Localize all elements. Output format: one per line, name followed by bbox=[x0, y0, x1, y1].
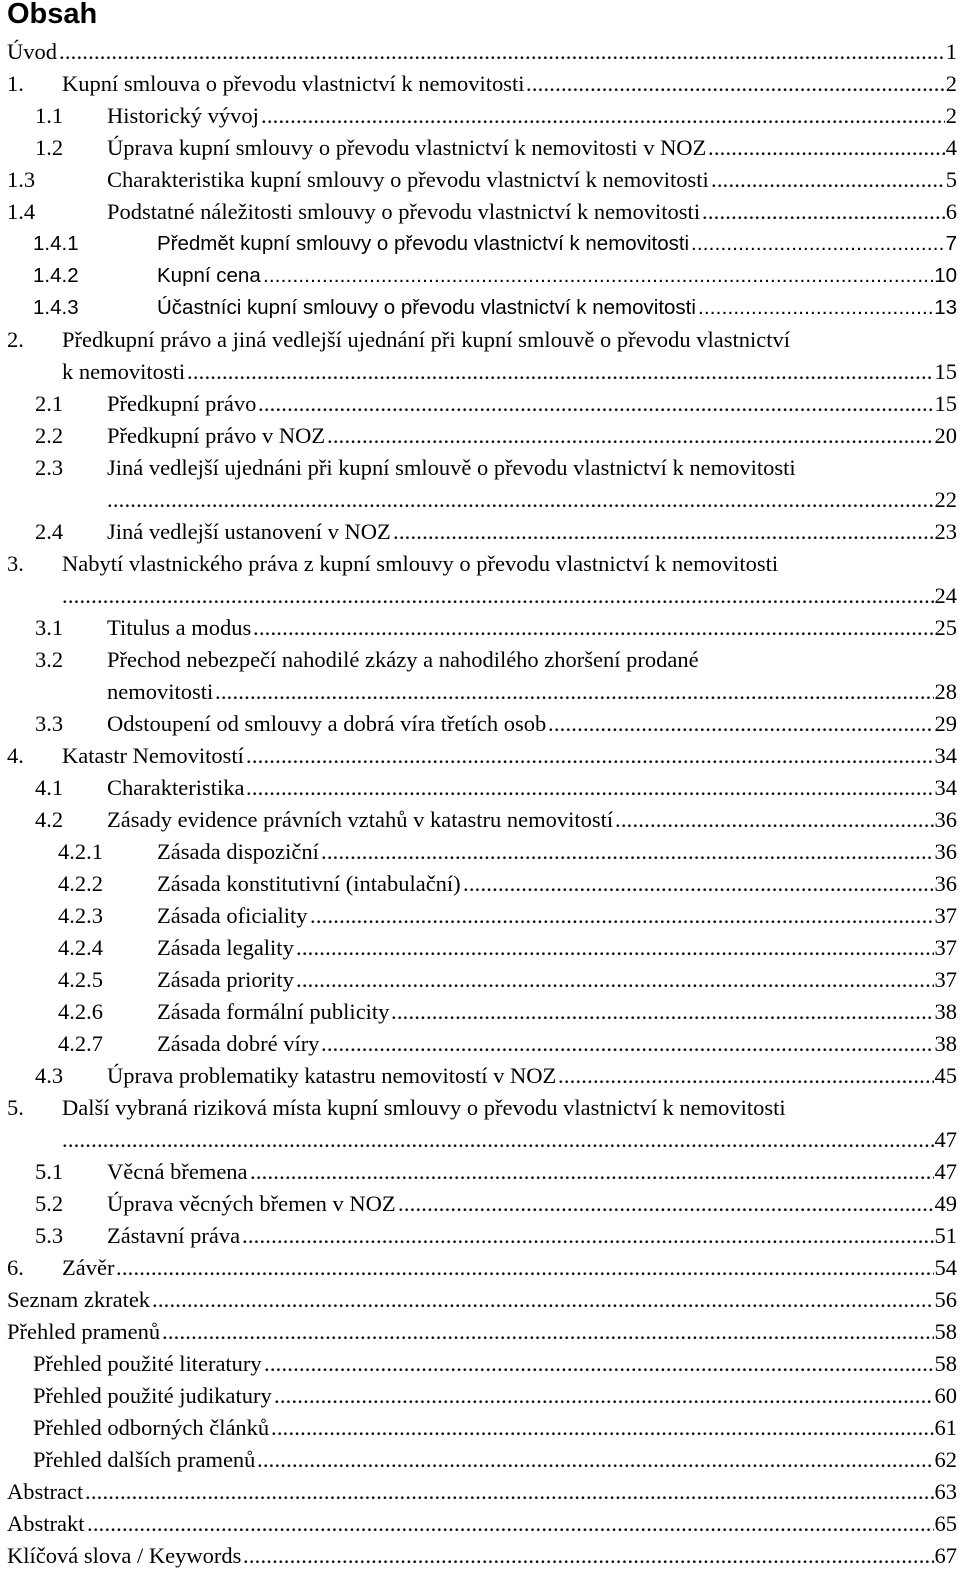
toc-entry-line bbox=[0, 516, 960, 548]
toc-entry-page-number: 10 bbox=[933, 260, 957, 292]
toc-entry-line bbox=[0, 1476, 960, 1508]
toc-dot-leader bbox=[327, 420, 957, 452]
toc-entry-page-number: 2 bbox=[945, 100, 957, 132]
toc-entry[interactable] bbox=[0, 228, 960, 260]
toc-entry-line bbox=[0, 1412, 960, 1444]
toc-entry-page-number: 13 bbox=[933, 292, 957, 324]
toc-entry-number: 1.4.3 bbox=[33, 296, 79, 319]
toc-entry-page-number: 24 bbox=[934, 580, 958, 612]
toc-entry[interactable] bbox=[0, 388, 960, 420]
toc-dot-leader bbox=[85, 1476, 957, 1508]
toc-entry-line bbox=[0, 452, 960, 484]
toc-entry-line bbox=[0, 1220, 960, 1252]
toc-entry-line bbox=[0, 1284, 960, 1316]
toc-entry-title: Zásada dobré víry bbox=[157, 1028, 321, 1060]
toc-entry-line bbox=[0, 804, 960, 836]
toc-entry-line bbox=[0, 260, 960, 292]
toc-entry-number: 4.2.7 bbox=[58, 1031, 103, 1056]
toc-entry-page-number: 54 bbox=[934, 1252, 958, 1284]
toc-dot-leader bbox=[242, 1220, 957, 1252]
toc-entry-title: Abstrakt bbox=[7, 1508, 87, 1540]
toc-entry-title: Závěr bbox=[62, 1252, 116, 1284]
toc-entry[interactable] bbox=[0, 292, 960, 324]
toc-entry-line bbox=[0, 644, 960, 676]
table-of-contents bbox=[0, 36, 960, 1572]
toc-entry-page-number: 37 bbox=[934, 900, 958, 932]
toc-entry-page-number: 37 bbox=[934, 932, 958, 964]
toc-dot-leader bbox=[215, 676, 957, 708]
toc-entry-page-number: 51 bbox=[934, 1220, 958, 1252]
toc-entry-page-number: 47 bbox=[934, 1124, 958, 1156]
toc-entry-title: Další vybraná riziková místa kupní smlouvy o převodu vlastnictví k nemovitosti bbox=[62, 1092, 788, 1124]
toc-entry-title: Charakteristika kupní smlouvy o převodu vlastnictví k nemovitosti bbox=[107, 164, 711, 196]
toc-entry[interactable] bbox=[0, 196, 960, 228]
toc-entry[interactable] bbox=[0, 132, 960, 164]
toc-entry-title: Jiná vedlejší ustanovení v NOZ bbox=[107, 516, 393, 548]
toc-entry-title: Přechod nebezpečí nahodilé zkázy a nahodilého zhoršení prodané bbox=[107, 644, 701, 676]
toc-entry-line bbox=[0, 772, 960, 804]
toc-entry[interactable] bbox=[0, 740, 960, 772]
toc-entry-page-number: 36 bbox=[934, 836, 958, 868]
toc-entry[interactable] bbox=[0, 804, 960, 836]
toc-entry-page-number: 15 bbox=[934, 388, 958, 420]
toc-entry-number: 3.2 bbox=[35, 647, 64, 672]
toc-entry-number: 4.1 bbox=[35, 775, 64, 800]
toc-entry-title: Úprava věcných břemen v NOZ bbox=[107, 1188, 398, 1220]
toc-entry-line bbox=[0, 900, 960, 932]
toc-entry-title: Zásada oficiality bbox=[157, 900, 310, 932]
toc-dot-leader bbox=[250, 1156, 957, 1188]
toc-entry-line bbox=[0, 1508, 960, 1540]
toc-dot-leader bbox=[258, 388, 957, 420]
toc-entry-page-number: 34 bbox=[934, 772, 958, 804]
toc-dot-leader bbox=[274, 1380, 957, 1412]
toc-entry-title: Jiná vedlejší ujednáni při kupní smlouvě o převodu vlastnictví k nemovitosti bbox=[107, 452, 798, 484]
toc-entry-page-number: 49 bbox=[934, 1188, 958, 1220]
toc-entry-number: 2.1 bbox=[35, 391, 64, 416]
toc-dot-leader bbox=[59, 36, 957, 68]
toc-entry-line bbox=[0, 612, 960, 644]
toc-entry-number: 1.2 bbox=[35, 135, 64, 160]
toc-entry-page-number: 20 bbox=[934, 420, 958, 452]
toc-dot-leader bbox=[321, 1028, 957, 1060]
toc-entry[interactable] bbox=[0, 1028, 960, 1060]
toc-dot-leader bbox=[558, 1060, 957, 1092]
toc-entry[interactable] bbox=[0, 1476, 960, 1508]
toc-entry-number: 1. bbox=[7, 71, 24, 96]
toc-entry-title: Abstract bbox=[7, 1476, 85, 1508]
toc-entry-line bbox=[0, 228, 960, 260]
toc-entry-line bbox=[0, 1348, 960, 1380]
toc-entry-line bbox=[0, 1540, 960, 1572]
toc-entry-page-number: 37 bbox=[934, 964, 958, 996]
toc-entry-line bbox=[0, 1380, 960, 1412]
toc-entry-page-number: 15 bbox=[934, 356, 958, 388]
toc-entry[interactable] bbox=[0, 452, 960, 516]
toc-entry-line bbox=[0, 1028, 960, 1060]
toc-entry[interactable] bbox=[0, 644, 960, 708]
toc-entry[interactable] bbox=[0, 708, 960, 740]
toc-dot-leader bbox=[393, 516, 957, 548]
toc-entry-page-number: 61 bbox=[934, 1412, 958, 1444]
toc-dot-leader bbox=[321, 836, 957, 868]
toc-dot-leader bbox=[398, 1188, 957, 1220]
toc-entry-number: 4.2.4 bbox=[58, 935, 103, 960]
toc-entry-line bbox=[0, 1316, 960, 1348]
toc-entry-page-number: 63 bbox=[934, 1476, 958, 1508]
toc-entry-line bbox=[0, 1060, 960, 1092]
toc-entry-line bbox=[0, 740, 960, 772]
toc-entry[interactable] bbox=[0, 612, 960, 644]
toc-entry-title: Přehled dalších pramenů bbox=[33, 1444, 257, 1476]
toc-entry-title: Zásada konstitutivní (intabulační) bbox=[157, 868, 463, 900]
toc-entry-title: Zástavní práva bbox=[107, 1220, 242, 1252]
toc-entry[interactable] bbox=[0, 548, 960, 612]
toc-dot-leader bbox=[691, 228, 957, 260]
toc-dot-leader bbox=[615, 804, 957, 836]
toc-entry-line bbox=[0, 132, 960, 164]
toc-entry-title: Zásada legality bbox=[157, 932, 296, 964]
toc-entry-number: 4.2.2 bbox=[58, 871, 103, 896]
toc-entry-title: Přehled použité judikatury bbox=[33, 1380, 274, 1412]
toc-entry[interactable] bbox=[0, 1444, 960, 1476]
toc-entry[interactable] bbox=[0, 932, 960, 964]
toc-entry-title: Úprava problematiky katastru nemovitostí v NOZ bbox=[107, 1060, 558, 1092]
toc-entry-line bbox=[0, 36, 960, 68]
toc-entry[interactable] bbox=[0, 1220, 960, 1252]
toc-entry-line bbox=[0, 388, 960, 420]
toc-dot-leader bbox=[246, 740, 957, 772]
toc-entry-number: 1.3 bbox=[7, 167, 36, 192]
toc-dot-leader bbox=[162, 1316, 957, 1348]
toc-entry[interactable] bbox=[0, 1188, 960, 1220]
toc-entry-number: 5. bbox=[7, 1095, 24, 1120]
toc-entry-number: 5.3 bbox=[35, 1223, 64, 1248]
toc-entry-title: Zásada priority bbox=[157, 964, 296, 996]
toc-entry-number: 1.1 bbox=[35, 103, 64, 128]
toc-dot-leader bbox=[310, 900, 957, 932]
toc-entry-line bbox=[0, 324, 960, 356]
toc-entry[interactable] bbox=[0, 1156, 960, 1188]
toc-entry-title: Úprava kupní smlouvy o převodu vlastnictví k nemovitosti v NOZ bbox=[107, 132, 708, 164]
toc-entry-title: Přehled pramenů bbox=[7, 1316, 162, 1348]
toc-entry-number: 4.2.1 bbox=[58, 839, 103, 864]
toc-entry-number: 2. bbox=[7, 327, 24, 352]
toc-entry[interactable] bbox=[0, 100, 960, 132]
toc-entry-line bbox=[0, 292, 960, 324]
toc-entry-page-number: 28 bbox=[934, 676, 958, 708]
toc-entry[interactable] bbox=[0, 1380, 960, 1412]
toc-entry-line bbox=[0, 1188, 960, 1220]
toc-entry[interactable] bbox=[0, 516, 960, 548]
toc-dot-leader bbox=[296, 932, 957, 964]
toc-entry[interactable] bbox=[0, 68, 960, 100]
toc-entry-line bbox=[0, 1092, 960, 1124]
toc-entry-line bbox=[0, 708, 960, 740]
toc-title: Obsah bbox=[7, 0, 98, 30]
toc-entry-title: Zásady evidence právních vztahů v katastru nemovitostí bbox=[107, 804, 615, 836]
toc-dot-leader bbox=[116, 1252, 957, 1284]
toc-entry-page-number: 62 bbox=[934, 1444, 958, 1476]
toc-entry-page-number: 1 bbox=[945, 36, 957, 68]
toc-entry-title-continued: nemovitosti bbox=[107, 676, 215, 708]
toc-entry-line bbox=[0, 1444, 960, 1476]
toc-dot-leader bbox=[271, 1412, 957, 1444]
toc-entry-page-number: 38 bbox=[934, 996, 958, 1028]
toc-dot-leader bbox=[264, 1348, 957, 1380]
toc-dot-leader bbox=[263, 260, 957, 292]
toc-entry-number: 1.4.1 bbox=[33, 232, 79, 255]
toc-dot-leader bbox=[711, 164, 957, 196]
toc-entry-number: 4. bbox=[7, 743, 24, 768]
toc-dot-leader bbox=[87, 1508, 957, 1540]
toc-entry-page-number: 4 bbox=[945, 132, 957, 164]
toc-entry-title: Klíčová slova / Keywords bbox=[7, 1540, 243, 1572]
toc-entry-line bbox=[0, 1252, 960, 1284]
toc-dot-leader bbox=[257, 1444, 957, 1476]
toc-entry[interactable] bbox=[0, 420, 960, 452]
toc-entry-page-number: 45 bbox=[934, 1060, 958, 1092]
toc-entry-title: Kupní cena bbox=[157, 260, 263, 292]
toc-entry-page-number: 6 bbox=[945, 196, 957, 228]
toc-entry[interactable] bbox=[0, 260, 960, 292]
toc-entry[interactable] bbox=[0, 36, 960, 68]
toc-entry-title: Nabytí vlastnického práva z kupní smlouvy o převodu vlastnictví k nemovitosti bbox=[62, 548, 780, 580]
toc-dot-leader bbox=[243, 1540, 957, 1572]
toc-entry[interactable] bbox=[0, 772, 960, 804]
toc-entry-page-number: 58 bbox=[934, 1316, 958, 1348]
toc-entry-line bbox=[0, 580, 960, 612]
toc-entry-page-number: 67 bbox=[934, 1540, 958, 1572]
toc-entry-number: 5.2 bbox=[35, 1191, 64, 1216]
toc-entry-line bbox=[0, 420, 960, 452]
toc-entry-title: Katastr Nemovitostí bbox=[62, 740, 246, 772]
toc-entry[interactable] bbox=[0, 964, 960, 996]
toc-dot-leader bbox=[526, 68, 957, 100]
toc-entry-title: Podstatné náležitosti smlouvy o převodu vlastnictví k nemovitosti bbox=[107, 196, 702, 228]
toc-entry-title: Charakteristika bbox=[107, 772, 246, 804]
toc-entry[interactable] bbox=[0, 324, 960, 388]
toc-entry-number: 2.3 bbox=[35, 455, 64, 480]
toc-entry[interactable] bbox=[0, 1540, 960, 1572]
toc-entry-line bbox=[0, 1124, 960, 1156]
toc-entry-number: 3.3 bbox=[35, 711, 64, 736]
toc-entry-number: 4.2.6 bbox=[58, 999, 103, 1024]
toc-dot-leader bbox=[391, 996, 957, 1028]
toc-dot-leader bbox=[548, 708, 957, 740]
toc-entry-number: 4.2.3 bbox=[58, 903, 103, 928]
toc-entry-number: 2.2 bbox=[35, 423, 64, 448]
toc-entry-line bbox=[0, 484, 960, 516]
toc-entry-line bbox=[0, 68, 960, 100]
toc-entry[interactable] bbox=[0, 996, 960, 1028]
toc-entry-page-number: 56 bbox=[934, 1284, 958, 1316]
toc-entry-number: 2.4 bbox=[35, 519, 64, 544]
toc-entry-page-number: 36 bbox=[934, 868, 958, 900]
toc-entry[interactable] bbox=[0, 1092, 960, 1156]
toc-entry-number: 1.4.2 bbox=[33, 264, 79, 287]
toc-entry-number: 4.2 bbox=[35, 807, 64, 832]
toc-entry-title: Historický vývoj bbox=[107, 100, 261, 132]
toc-entry-page-number: 65 bbox=[934, 1508, 958, 1540]
toc-entry[interactable] bbox=[0, 1316, 960, 1348]
toc-entry-page-number: 29 bbox=[934, 708, 958, 740]
toc-entry-page-number: 7 bbox=[945, 228, 957, 260]
toc-dot-leader bbox=[152, 1284, 957, 1316]
toc-entry-line bbox=[0, 164, 960, 196]
toc-entry-line bbox=[0, 100, 960, 132]
toc-entry-number: 1.4 bbox=[7, 199, 36, 224]
toc-entry-number: 4.2.5 bbox=[58, 967, 103, 992]
toc-entry-line bbox=[0, 932, 960, 964]
toc-entry-line bbox=[0, 964, 960, 996]
toc-entry-title: Předmět kupní smlouvy o převodu vlastnictví k nemovitosti bbox=[157, 228, 691, 260]
toc-dot-leader bbox=[187, 356, 957, 388]
toc-entry-line bbox=[0, 868, 960, 900]
toc-entry-line bbox=[0, 356, 960, 388]
toc-entry-line bbox=[0, 196, 960, 228]
toc-entry-title: Zásada formální publicity bbox=[157, 996, 391, 1028]
toc-entry-number: 5.1 bbox=[35, 1159, 64, 1184]
toc-entry[interactable] bbox=[0, 1284, 960, 1316]
toc-entry[interactable] bbox=[0, 836, 960, 868]
toc-entry-title: Přehled odborných článků bbox=[33, 1412, 271, 1444]
toc-entry-title: Seznam zkratek bbox=[7, 1284, 152, 1316]
toc-entry[interactable] bbox=[0, 1060, 960, 1092]
toc-entry-title-continued: k nemovitosti bbox=[62, 356, 187, 388]
toc-entry-title: Přehled použité literatury bbox=[33, 1348, 264, 1380]
toc-dot-leader bbox=[107, 484, 957, 516]
toc-entry-title: Zásada dispoziční bbox=[157, 836, 321, 868]
toc-entry[interactable] bbox=[0, 164, 960, 196]
toc-entry-page-number: 5 bbox=[945, 164, 957, 196]
toc-entry[interactable] bbox=[0, 868, 960, 900]
toc-entry-page-number: 23 bbox=[934, 516, 958, 548]
toc-entry-line bbox=[0, 996, 960, 1028]
toc-entry-number: 6. bbox=[7, 1255, 24, 1280]
toc-entry[interactable] bbox=[0, 1252, 960, 1284]
toc-dot-leader bbox=[463, 868, 957, 900]
toc-dot-leader bbox=[62, 580, 957, 612]
toc-entry-number: 3. bbox=[7, 551, 24, 576]
toc-entry-page-number: 58 bbox=[934, 1348, 958, 1380]
toc-dot-leader bbox=[253, 612, 957, 644]
toc-entry-number: 4.3 bbox=[35, 1063, 64, 1088]
toc-entry-title: Předkupní právo bbox=[107, 388, 258, 420]
toc-dot-leader bbox=[698, 292, 957, 324]
toc-entry-page-number: 47 bbox=[934, 1156, 958, 1188]
toc-entry-title: Kupní smlouva o převodu vlastnictví k nemovitosti bbox=[62, 68, 526, 100]
toc-entry[interactable] bbox=[0, 1508, 960, 1540]
toc-dot-leader bbox=[62, 1124, 957, 1156]
toc-entry-title: Předkupní právo v NOZ bbox=[107, 420, 327, 452]
toc-dot-leader bbox=[708, 132, 957, 164]
toc-entry-number: 3.1 bbox=[35, 615, 64, 640]
toc-entry[interactable] bbox=[0, 900, 960, 932]
toc-entry-title: Úvod bbox=[7, 36, 59, 68]
toc-entry-line bbox=[0, 676, 960, 708]
toc-entry-line bbox=[0, 836, 960, 868]
toc-dot-leader bbox=[246, 772, 957, 804]
toc-entry-page-number: 36 bbox=[934, 804, 958, 836]
toc-dot-leader bbox=[261, 100, 957, 132]
toc-entry-page-number: 2 bbox=[945, 68, 957, 100]
toc-entry[interactable] bbox=[0, 1348, 960, 1380]
toc-entry-page-number: 25 bbox=[934, 612, 958, 644]
toc-entry-line bbox=[0, 548, 960, 580]
toc-entry-title: Věcná břemena bbox=[107, 1156, 250, 1188]
toc-entry-page-number: 38 bbox=[934, 1028, 958, 1060]
toc-dot-leader bbox=[702, 196, 957, 228]
toc-entry-title: Odstoupení od smlouvy a dobrá víra třetích osob bbox=[107, 708, 548, 740]
toc-entry-title: Předkupní právo a jiná vedlejší ujednání při kupní smlouvě o převodu vlastnictví bbox=[62, 324, 792, 356]
toc-entry-line bbox=[0, 1156, 960, 1188]
toc-entry-page-number: 22 bbox=[934, 484, 958, 516]
toc-entry-page-number: 60 bbox=[934, 1380, 958, 1412]
toc-entry-page-number: 34 bbox=[934, 740, 958, 772]
toc-entry-title: Titulus a modus bbox=[107, 612, 253, 644]
toc-entry-title: Účastníci kupní smlouvy o převodu vlastnictví k nemovitosti bbox=[157, 292, 698, 324]
toc-dot-leader bbox=[296, 964, 957, 996]
toc-entry[interactable] bbox=[0, 1412, 960, 1444]
